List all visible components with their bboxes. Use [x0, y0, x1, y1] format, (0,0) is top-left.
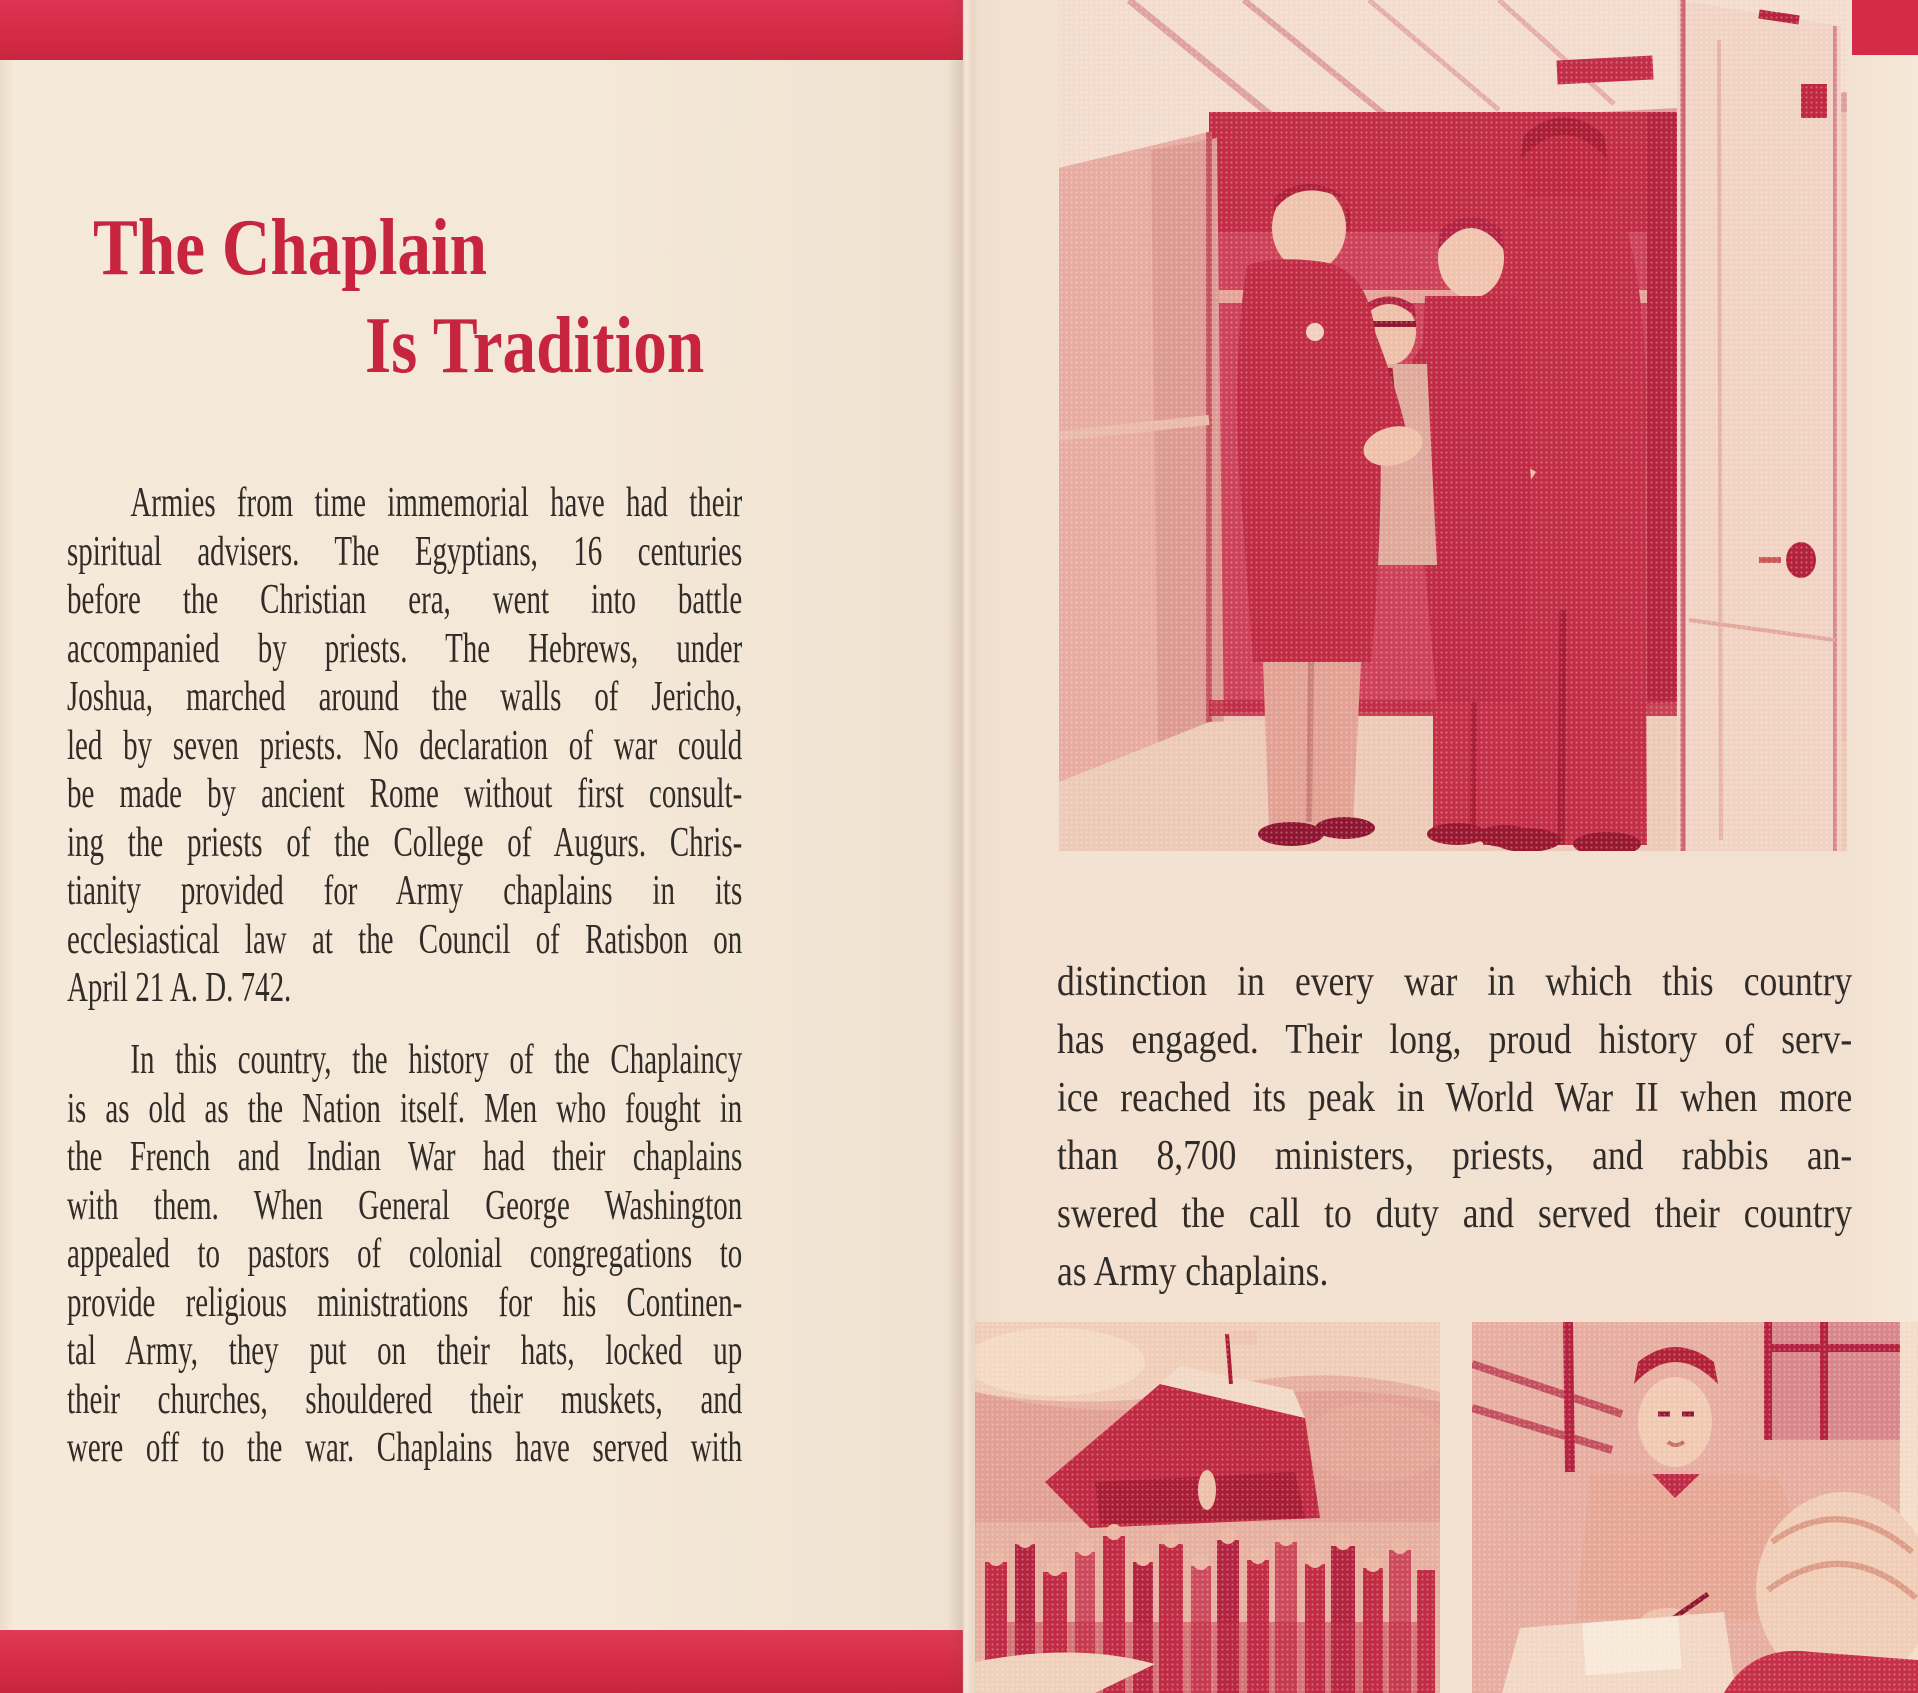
text-line: In this country, the history of the Chaplaincy: [130, 1037, 743, 1083]
text-line: ice reached its peak in World War II when more: [1057, 1075, 1853, 1121]
page-title-line1: The Chaplain: [93, 204, 488, 292]
text-line: swered the call to duty and served their country: [1057, 1191, 1853, 1237]
halftone-texture: [1472, 1322, 1918, 1693]
top-right-red-block: [1852, 0, 1918, 55]
text-line: the French and Indian War had their chaplains: [67, 1134, 743, 1180]
text-line: led by seven priests. No declaration of war could: [67, 722, 743, 769]
text-line: tianity provided for Army chaplains in its: [67, 868, 743, 914]
text-line: be made by ancient Rome without first consult-: [67, 771, 743, 817]
text-line: as Army chaplains.: [1057, 1249, 1329, 1295]
text-line: appealed to pastors of colonial congregations to: [67, 1231, 743, 1277]
text-line: Armies from time immemorial have had their: [130, 480, 743, 526]
text-line: their churches, shouldered their muskets, and: [67, 1376, 743, 1423]
page-title-line2: Is Tradition: [365, 302, 705, 390]
paragraph-continuation: [1057, 953, 1852, 1301]
text-line: tal Army, they put on their hats, locked up: [67, 1328, 743, 1374]
page-fold-crease: [947, 0, 979, 1693]
paragraph-tradition-history: [67, 479, 742, 1013]
halftone-texture: [975, 1322, 1440, 1693]
photo-chaplain-counseling-at-desk: [1472, 1322, 1918, 1693]
bottom-red-bar: [0, 1630, 963, 1693]
text-line: ecclesiastical law at the Council of Ratisbon on: [67, 916, 743, 963]
photo-chaplain-greeting-soldiers-doorway: [1059, 0, 1847, 851]
text-line: with them. When General George Washington: [67, 1182, 743, 1229]
text-line: than 8,700 ministers, priests, and rabbis an-: [1057, 1133, 1853, 1179]
text-line: before the Christian era, went into battle: [67, 577, 743, 623]
text-line: has engaged. Their long, proud history of serv-: [1057, 1017, 1853, 1063]
text-line: spiritual advisers. The Egyptians, 16 centuries: [67, 528, 743, 575]
paragraph-us-chaplaincy: [67, 1036, 742, 1473]
text-line: provide religious ministrations for his Continen-: [67, 1279, 743, 1326]
text-line: distinction in every war in which this country: [1057, 959, 1853, 1005]
text-line: April 21 A. D. 742.: [67, 965, 292, 1011]
halftone-texture: [1059, 0, 1847, 851]
text-line: ing the priests of the College of Augurs. Chris-: [67, 819, 743, 866]
text-line: accompanied by priests. The Hebrews, under: [67, 625, 743, 672]
top-red-bar: [0, 0, 1059, 60]
text-line: Joshua, marched around the walls of Jericho,: [67, 674, 743, 720]
text-line: were off to the war. Chaplains have served with: [67, 1425, 743, 1471]
photo-field-service-congregation: [975, 1322, 1440, 1693]
text-line: is as old as the Nation itself. Men who fought in: [67, 1085, 743, 1132]
